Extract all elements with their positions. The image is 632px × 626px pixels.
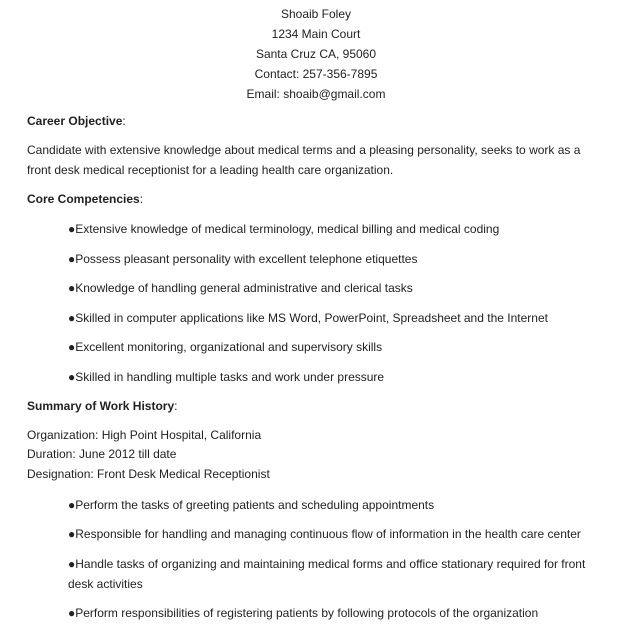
list-item [68, 308, 608, 328]
contact-header [0, 4, 632, 104]
competency-text: Extensive knowledge of medical terminology, medical billing and medical coding [75, 222, 500, 236]
city-line: Santa Cruz CA, 95060 [255, 47, 377, 61]
heading-colon: : [139, 192, 144, 206]
candidate-name: Shoaib Foley [280, 7, 352, 21]
list-item [68, 367, 608, 387]
bullet-icon: ● [68, 498, 76, 512]
career-objective-title: Career Objective [27, 114, 123, 128]
list-item [68, 278, 608, 298]
list-item [68, 524, 608, 544]
designation-line: Designation: Front Desk Medical Receptionist [27, 467, 270, 481]
bullet-icon: ● [68, 557, 76, 571]
duty-text: Perform the tasks of greeting patients and scheduling appointments [75, 498, 435, 512]
core-competencies-heading [27, 190, 612, 208]
bullet-icon: ● [68, 311, 76, 325]
bullet-icon: ● [68, 252, 76, 266]
contact-phone: Contact: 257-356-7895 [254, 67, 378, 81]
competency-text: Skilled in handling multiple tasks and work under pressure [75, 370, 385, 384]
bullet-icon: ● [68, 222, 76, 236]
heading-colon: : [174, 399, 178, 413]
list-item [68, 495, 608, 515]
career-objective-heading [27, 112, 612, 130]
bullet-icon: ● [68, 340, 76, 354]
organization-line: Organization: High Point Hospital, California [27, 428, 262, 442]
bullet-icon: ● [68, 527, 76, 541]
list-item [68, 337, 608, 357]
heading-colon: : [122, 114, 126, 128]
bullet-icon: ● [68, 281, 76, 295]
list-item [68, 554, 602, 594]
duty-text: Responsible for handling and managing continuous flow of information in the health care center [75, 527, 581, 541]
list-item [68, 249, 608, 269]
address-line: 1234 Main Court [271, 27, 361, 41]
duty-text: Perform responsibilities of registering patients by following protocols of the organization [75, 606, 539, 620]
list-item [68, 219, 608, 239]
work-history-title: Summary of Work History [27, 399, 175, 413]
core-competencies-title: Core Competencies [27, 192, 140, 206]
bullet-icon: ● [68, 370, 76, 384]
contact-email: Email: shoaib@gmail.com [246, 87, 386, 101]
career-objective-text: Candidate with extensive knowledge about medical terms and a pleasing personality, seeks to work as a front desk medical receptionist for a leading health care organization. [27, 143, 581, 177]
bullet-icon: ● [68, 606, 76, 620]
competency-text: Excellent monitoring, organizational and supervisory skills [75, 340, 383, 354]
list-item [68, 603, 608, 623]
duration-line: Duration: June 2012 till date [27, 447, 177, 461]
competency-text: Knowledge of handling general administrative and clerical tasks [75, 281, 413, 295]
work-history-heading [27, 397, 612, 415]
competency-text: Possess pleasant personality with excellent telephone etiquettes [75, 252, 418, 266]
duty-text: Handle tasks of organizing and maintaining medical forms and office stationary required for front desk activities [68, 557, 586, 591]
competency-text: Skilled in computer applications like MS Word, PowerPoint, Spreadsheet and the Internet [75, 311, 548, 325]
